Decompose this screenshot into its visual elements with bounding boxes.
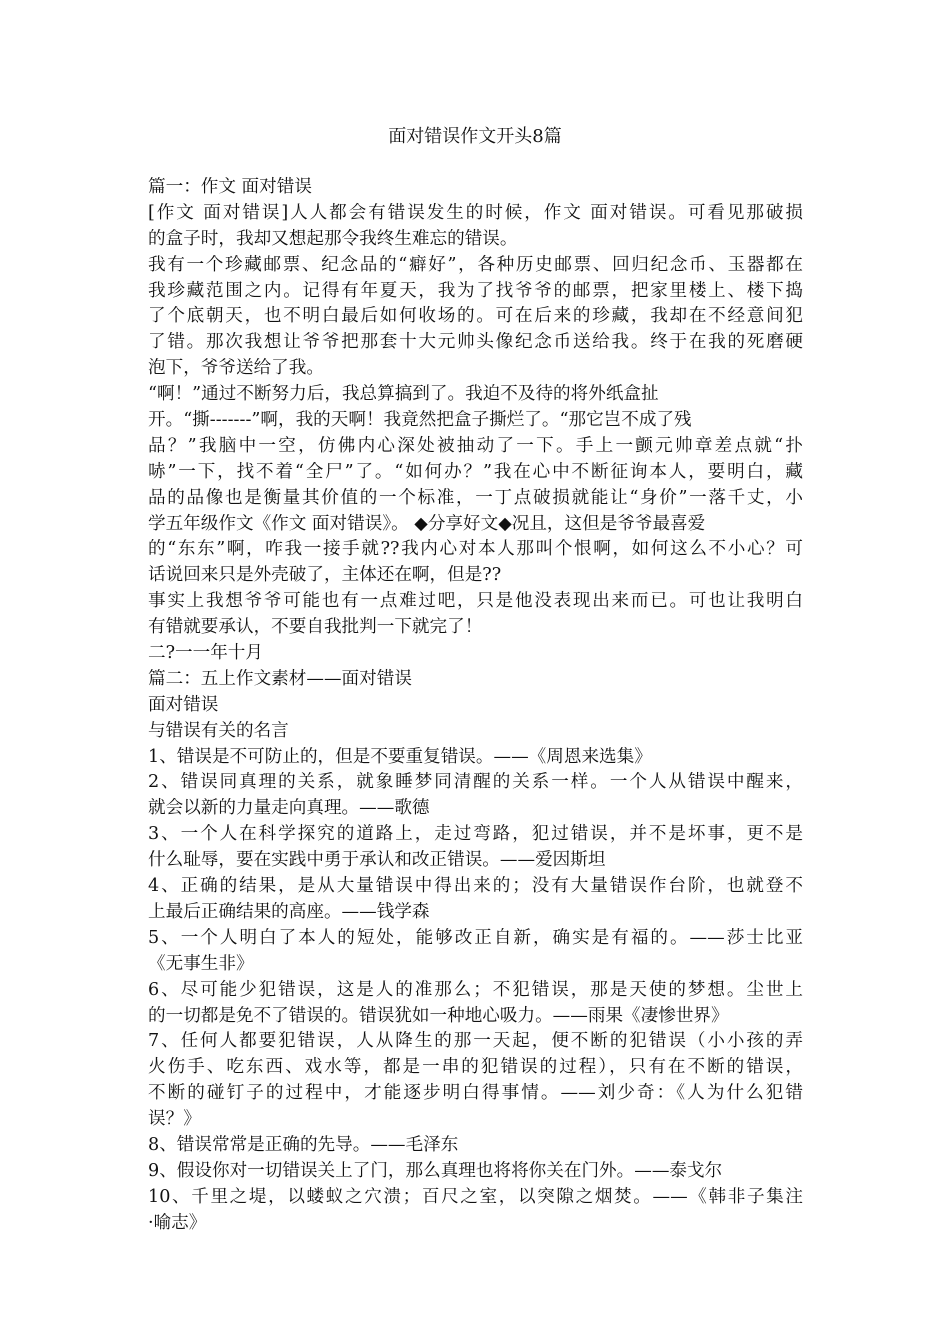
text-line: 品的品像也是衡量其价值的一个标准，一丁点破损就能让“身价”一落千丈，小 [148,487,803,508]
text-line: 误？》 [148,1109,201,1130]
text-line: 有错就要承认，不要自我批判一下就完了！ [148,617,483,638]
text-line: 9、假设你对一切错误关上了门，那么真理也将将你关在门外。——泰戈尔 [148,1160,723,1181]
text-line: 我珍藏范围之内。记得有年夏天，我为了找爷爷的邮票，把家里楼上、楼下捣 [148,280,803,301]
text-line: 上最后正确结果的高座。——钱学森 [148,901,430,922]
text-line: 的盒子时，我却又想起那令我终生难忘的错误。 [148,228,518,249]
text-line: 品？”我脑中一空，仿佛内心深处被抽动了一下。手上一颤元帅章差点就“扑 [148,435,803,456]
document-title: 面对错误作文开头8篇 [388,126,562,147]
text-line: 什么耻辱，要在实践中勇于承认和改正错误。——爱因斯坦 [148,850,606,871]
text-line: 2、错误同真理的关系，就象睡梦同清醒的关系一样。一个人从错误中醒来， [148,772,803,793]
text-line: 8、错误常常是正确的先导。——毛泽东 [148,1134,459,1155]
text-line: 3、一个人在科学探究的道路上，走过弯路，犯过错误，并不是坏事，更不是 [148,824,803,845]
text-line: 我有一个珍藏邮票、纪念品的“癖好”，各种历史邮票、回归纪念币、玉器都在 [148,254,803,275]
text-line: 与错误有关的名言 [148,720,289,741]
text-line: 篇二：五上作文素材——面对错误 [148,668,412,689]
text-line: 开。“撕-------”啊，我的天啊！我竟然把盒子撕烂了。“那它岂不成了残 [148,410,692,431]
text-line: 7、任何人都要犯错误，人从降生的那一天起，便不断的犯错误（小小孩的弄 [148,1031,803,1052]
text-line: 1、错误是不可防止的，但是不要重复错误。——《周恩来选集》 [148,746,652,767]
text-line: 5、一个人明白了本人的短处，能够改正自新，确实是有福的。——莎士比亚 [148,927,803,948]
text-line: 的一切都是免不了错误的。错误犹如一种地心吸力。——雨果《凄惨世界》 [148,1005,729,1026]
text-line: 哧”一下，找不着“全尸”了。“如何办？”我在心中不断征询本人，要明白，藏 [148,461,803,482]
text-line: 6、尽可能少犯错误，这是人的准那么；不犯错误，那是天使的梦想。尘世上 [148,979,803,1000]
text-line: 篇一：作文 面对错误 [148,177,312,197]
text-line: 不断的碰钉子的过程中，才能逐步明白得事情。——刘少奇：《人为什么犯错 [148,1083,803,1104]
document-body [148,175,803,1237]
text-line: 学五年级作文《作文 面对错误》。 ◆分享好文◆况且，这但是爷爷最喜爱 [148,513,706,534]
text-line: 火伤手、吃东西、戏水等，都是一串的犯错误的过程），只有在不断的错误， [148,1057,803,1078]
text-line: 面对错误 [148,694,219,715]
text-line: [作文 面对错误]人人都会有错误发生的时候，作文 面对错误。可看见那破损 [148,202,803,223]
text-line: 4、正确的结果，是从大量错误中得出来的；没有大量错误作台阶，也就登不 [148,876,803,897]
text-line: 的“东东”啊，咋我一接手就??我内心对本人那叫个恨啊，如何这么不小心？可 [148,539,803,560]
text-line: 泡下，爷爷送给了我。 [148,358,324,379]
text-line: 二?一一年十月 [148,643,263,664]
text-line: 10、千里之堤，以蝼蚁之穴溃；百尺之室，以突隙之烟焚。——《韩非子集注 [148,1186,803,1207]
text-line: 《无事生非》 [148,953,254,974]
text-line: “啊！”通过不断努力后，我总算搞到了。我迫不及待的将外纸盒扯 [148,384,659,405]
text-line: ·喻志》 [148,1212,207,1233]
text-line: 事实上我想爷爷可能也有一点难过吧，只是他没表现出来而已。可也让我明白 [148,591,803,612]
text-line: 话说回来只是外壳破了，主体还在啊，但是?? [148,565,502,586]
text-line: 就会以新的力量走向真理。——歌德 [148,798,430,819]
text-line: 了错。那次我想让爷爷把那套十大元帅头像纪念币送给我。终于在我的死磨硬 [148,332,803,353]
text-line: 了个底朝天，也不明白最后如何收场的。可在后来的珍藏，我却在不经意间犯 [148,306,803,327]
